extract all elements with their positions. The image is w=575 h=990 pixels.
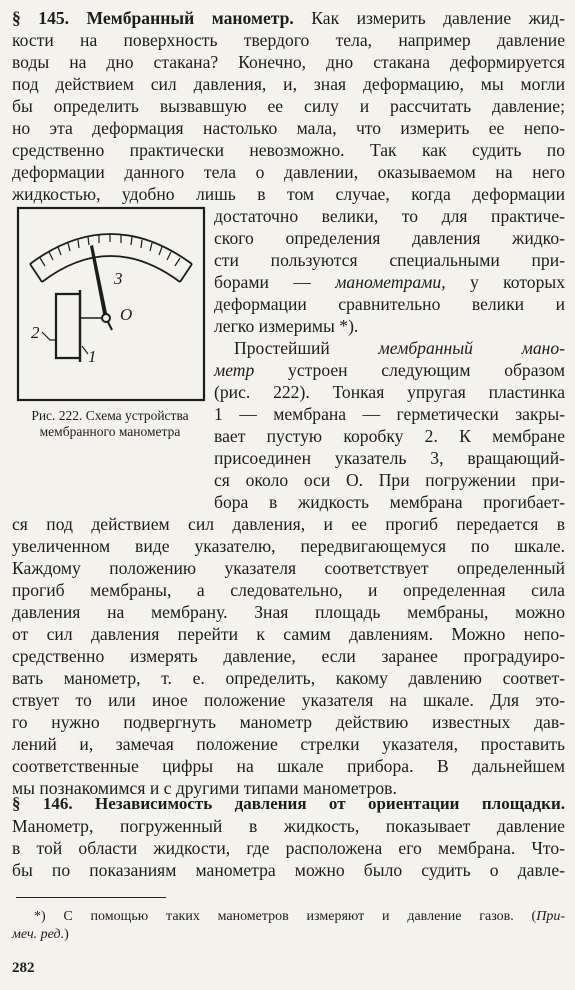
body-line: ся под действием сил давления, и ее прогиб передается в — [12, 514, 565, 534]
body-line: лений и, замечая положение стрелки указателя, проставить — [12, 734, 565, 754]
section-146-heading: § 146. Независимость давления от ориентации площадки. — [12, 794, 565, 813]
body-line: бы по показаниям манометра можно было судить о давле- — [12, 860, 565, 880]
body-line: под действием сил давления, и, зная деформацию, мы могли — [12, 74, 565, 94]
body-line: воды на дно стакана? Конечно, дно стакана деформируется — [12, 52, 565, 72]
scale-inner-arc — [42, 256, 180, 282]
body-line — [214, 338, 565, 358]
body-line: го нужно подвергнуть манометр действию известных дав- — [12, 712, 565, 732]
body-line: ского определения давления жидко- — [214, 228, 565, 248]
term-manometer-end: метр — [214, 360, 255, 380]
text-run: меч. ред. — [12, 927, 65, 942]
body-line: деформации данного тела о давлении, оказываемом на него — [12, 162, 565, 182]
text-run: устроен следующим образом — [254, 360, 565, 380]
scale-ticks — [40, 234, 180, 266]
body-line: Каждому положению указателя соответствует определенный — [12, 558, 565, 578]
body-line: жидкостью, удобно лишь в том случае, когда деформации — [12, 184, 565, 204]
body-line: средственно практически невозможно. Так как судить по — [12, 140, 565, 160]
text-run: ) — [64, 927, 69, 942]
body-line: средственно измерять давление, если заранее проградуиро- — [12, 646, 565, 666]
body-line: бора в жидкость мембрана прогибает- — [214, 492, 565, 512]
body-line: Как измерить давление жид- — [311, 8, 565, 28]
text-run: Простейший — [234, 338, 379, 358]
body-line: давления на мембрану. Зная площадь мембраны, можно — [12, 602, 565, 622]
body-line: 1 — мембрана — герметически закры- — [214, 404, 565, 424]
body-line: присоединен указатель 3, вращающий- — [214, 448, 565, 468]
body-line: ствует то или иное положение указателя на шкале. Для это- — [12, 690, 565, 710]
text-run: При- — [536, 909, 565, 924]
body-line: но эта деформация настолько мала, что измерить ее непо- — [12, 118, 565, 138]
body-line: увеличенном виде указателю, передвигающемуся по шкале. — [12, 536, 565, 556]
label-3: 3 — [114, 269, 123, 288]
manometer-frame — [18, 208, 204, 400]
footnote-line — [34, 908, 565, 925]
body-line: (рис. 222). Тонкая упругая пластинка — [214, 382, 565, 402]
term-membrane-manometer: мембранный мано- — [378, 338, 565, 358]
term-manometers: манометрами, — [335, 272, 446, 292]
body-line: кости на поверхность твердого тела, например давление — [12, 30, 565, 50]
body-line: ся около оси O. При погружении при- — [214, 470, 565, 490]
box-2 — [56, 294, 80, 358]
axis-o — [102, 314, 110, 322]
body-line: Манометр, погруженный в жидкость, показывает давление — [12, 816, 565, 836]
body-line: деформации сравнительно велики и — [214, 294, 565, 314]
text-run: у которых — [445, 272, 566, 292]
body-line: достаточно велики, то для практиче- — [214, 206, 565, 226]
body-line: от сил давления перейти к самим давлениям. Можно непо- — [12, 624, 565, 644]
page-number: 282 — [12, 960, 35, 976]
leader-2 — [42, 332, 56, 340]
body-line: мы познакомимся и с другими типами манометров. — [12, 778, 397, 798]
body-line: вает пустую коробку 2. К мембране — [214, 426, 565, 446]
body-line: соответственные цифры на шкале прибора. В дальнейшем — [12, 756, 565, 776]
body-line: прогиб мембраны, а следовательно, и определенная сила — [12, 580, 565, 600]
body-line — [214, 272, 565, 292]
section-145-first-line — [12, 8, 565, 28]
body-line: вать манометр, т. е. определить, какому давлению соответ- — [12, 668, 565, 688]
body-line: бы определить вызвавшую ее силу и рассчитать давление; — [12, 96, 565, 116]
text-run: борами — — [214, 272, 336, 292]
text-run: *) С помощью таких манометров измеряют и давление газов. ( — [34, 909, 537, 924]
label-o: O — [120, 305, 133, 324]
label-2: 2 — [31, 323, 40, 342]
footnote-line — [12, 926, 565, 943]
membrane-manometer-diagram — [16, 206, 206, 402]
section-145-heading: § 145. Мембранный манометр. — [12, 8, 294, 28]
body-line: сти пользуются специальными при- — [214, 250, 565, 270]
body-line — [214, 360, 565, 380]
figure-caption: Рис. 222. Схема устройства мембранного манометра — [31, 408, 189, 439]
footnote-rule — [16, 897, 166, 898]
body-line: легко измеримы *). — [214, 316, 359, 336]
label-1: 1 — [88, 347, 97, 366]
body-line: в той области жидкости, где расположена его мембрана. Что- — [12, 838, 565, 858]
